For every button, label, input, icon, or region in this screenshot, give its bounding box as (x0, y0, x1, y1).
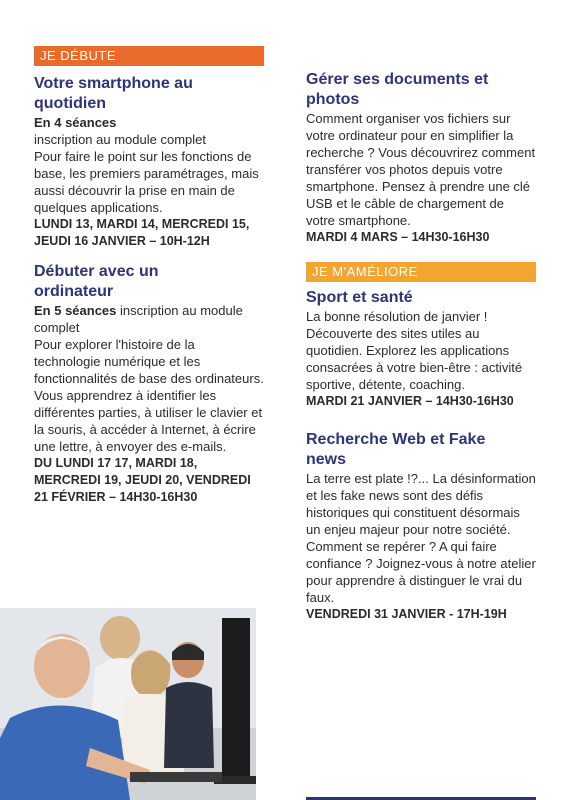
sessions-count: En 5 séances (34, 303, 117, 318)
title-line: ordinateur (34, 283, 114, 300)
right-column (306, 70, 536, 631)
workshop-title (306, 430, 536, 470)
workshop-description: La bonne résolution de janvier ! Découverte des sites utiles au quotidien. Explorez les applications consacrées à votre bien-être : activité sportive, détente, coaching. (306, 309, 523, 392)
sessions-count: En 4 séances (34, 115, 117, 130)
workshop-title (306, 70, 536, 110)
workshop-title (34, 74, 264, 114)
badge-je-m-ameliore: JE M'AMÉLIORE (306, 262, 536, 282)
module-note: inscription au module complet (34, 132, 206, 147)
workshop-documents (306, 70, 536, 246)
workshop-schedule: DU LUNDI 17 17, MARDI 18, MERCREDI 19, JEUDI 20, VENDREDI 21 FÉVRIER – 14H30-16H30 (34, 456, 251, 504)
sessions-line (34, 302, 264, 336)
seniors-computer-photo (0, 608, 256, 800)
title-line: quotidien (34, 95, 106, 112)
module-note: inscription au module complet (34, 303, 243, 335)
workshop-fake-news (306, 430, 536, 623)
title-line: photos (306, 91, 360, 108)
workshop-title (34, 262, 264, 302)
title-line: news (306, 451, 347, 468)
title-line: Recherche Web et Fake (306, 431, 486, 448)
workshop-description: Pour explorer l'histoire de la technologie numérique et les fonctionnalités de base des ordinateurs. Vous apprendrez à identifier les différentes parties, à utiliser le clavier et la souris, à accéder à Internet, à écrire une lettre, à envoyer des e-mails. (34, 337, 264, 454)
title-line: Débuter avec un (34, 263, 159, 280)
workshop-schedule: MARDI 4 MARS – 14H30-16H30 (306, 230, 490, 244)
badge-je-debute: JE DÉBUTE (34, 46, 264, 66)
title-line: Votre smartphone au (34, 75, 193, 92)
left-column (34, 46, 264, 514)
workshop-schedule: VENDREDI 31 JANVIER - 17H-19H (306, 607, 507, 621)
workshop-ordinateur (34, 262, 264, 506)
workshop-description: La terre est plate !?... La désinformation et les fake news sont des défis historiques qui constituent désormais un enjeu majeur pour notre société. Comment se repérer ? A qui faire confiance ? Joignez-vous à notre atelier pour apprendre à distinguer le vrai du faux. (306, 471, 536, 605)
workshop-title: Sport et santé (306, 289, 413, 306)
photo-illustration (0, 608, 256, 800)
workshop-sport (306, 288, 536, 410)
workshop-schedule: MARDI 21 JANVIER – 14H30-16H30 (306, 394, 514, 408)
workshop-description: Pour faire le point sur les fonctions de base, les premiers paramétrages, mais aussi découvrir la prise en main de quelques applications. (34, 149, 259, 215)
workshop-description: Comment organiser vos fichiers sur votre ordinateur pour en simplifier la recherche ? Vous découvrirez comment transférer vos photos depuis votre smartphone. Pensez à prendre une clé USB et le câble de chargement de votre smartphone. (306, 111, 536, 228)
workshop-smartphone (34, 74, 264, 250)
title-line: Gérer ses documents et (306, 71, 489, 88)
workshop-schedule: LUNDI 13, MARDI 14, MERCREDI 15, JEUDI 16 JANVIER – 10H-12H (34, 217, 250, 248)
